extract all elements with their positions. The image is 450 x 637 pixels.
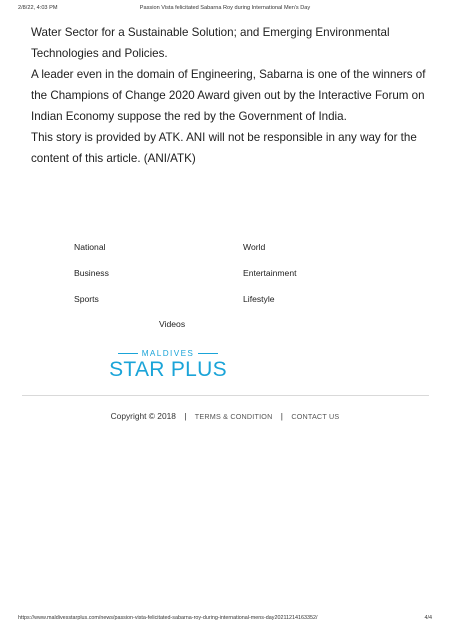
print-footer xyxy=(0,615,450,625)
contact-link[interactable]: CONTACT US xyxy=(291,412,340,421)
separator: | xyxy=(280,411,283,421)
copyright-row xyxy=(0,411,450,421)
print-page-title: Passion Vista felicitated Sabarna Roy during International Men's Day xyxy=(139,5,311,11)
site-logo[interactable] xyxy=(108,346,228,386)
footer-link-entertainment[interactable]: Entertainment xyxy=(243,268,297,278)
footer-link-videos[interactable]: Videos xyxy=(159,319,186,329)
article-body xyxy=(31,22,431,169)
footer-link-national[interactable]: National xyxy=(74,242,106,252)
logo-small-text: MALDIVES xyxy=(141,348,195,358)
footer-link-business[interactable]: Business xyxy=(74,268,109,278)
footer-link-sports[interactable]: Sports xyxy=(74,294,99,304)
article-paragraph: Water Sector for a Sustainable Solution; and Emerging Environmental Technologies and Policies. xyxy=(31,26,390,60)
print-page-number: 4/4 xyxy=(424,615,432,621)
footer-link-lifestyle[interactable]: Lifestyle xyxy=(243,294,275,304)
terms-link[interactable]: TERMS & CONDITION xyxy=(194,412,273,421)
copyright-text: Copyright © 2018 xyxy=(110,411,176,421)
article-paragraph: A leader even in the domain of Engineering, Sabarna is one of the winners of the Champions of Change 2020 Award given out by the Interactive Forum on Indian Economy suppose the red by the Government of India. xyxy=(31,68,426,123)
print-timestamp: 2/8/22, 4:03 PM xyxy=(18,5,58,11)
logo-rule-right xyxy=(198,353,218,354)
logo-main-text: STAR PLUS xyxy=(109,358,227,381)
article-paragraph: This story is provided by ATK. ANI will not be responsible in any way for the content of this article. (ANI/ATK) xyxy=(31,131,417,165)
print-url: https://www.maldivesstarplus.com/news/passion-vista-felicitated-sabarna-roy-during-international-mens-day20211214163352/ xyxy=(18,615,318,621)
footer-divider xyxy=(22,395,429,396)
footer-link-world[interactable]: World xyxy=(243,242,266,252)
logo-rule-left xyxy=(118,353,138,354)
separator: | xyxy=(184,411,187,421)
print-header xyxy=(0,5,450,17)
